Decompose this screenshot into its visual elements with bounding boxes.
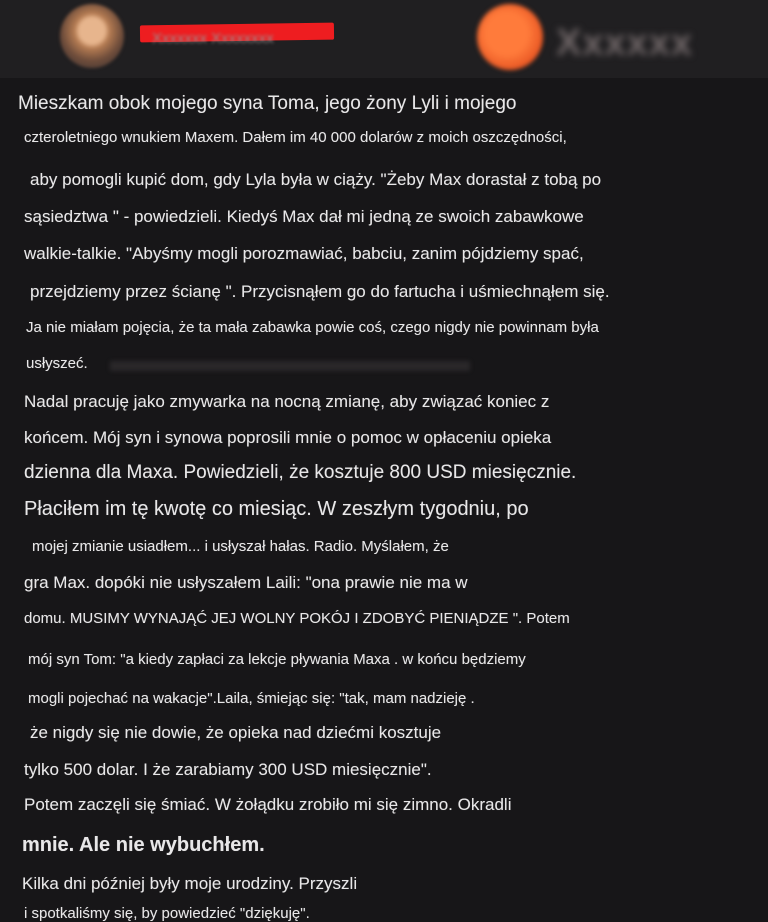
story-line: i spotkaliśmy się, by powiedzieć "dziękuję". (24, 905, 310, 922)
story-text (0, 78, 768, 922)
story-line: mojej zmianie usiadłem... i usłyszał hałas. Radio. Myślałem, że (32, 538, 449, 555)
story-line: przejdziemy przez ścianę ". Przycisnąłem go do fartucha i uśmiechnąłem się. (30, 282, 610, 301)
story-line: mogli pojechać na wakacje".Laila, śmiejąc się: "tak, mam nadzieję . (28, 690, 475, 707)
story-line: mnie. Ale nie wybuchłem. (22, 834, 265, 856)
story-line: czteroletniego wnukiem Maxem. Dałem im 40 000 dolarów z moich oszczędności, (24, 129, 567, 146)
avatar[interactable] (60, 4, 124, 68)
brand-name-blurred[interactable]: Xxxxxx (556, 22, 694, 64)
blurred-background-text (110, 361, 470, 371)
story-line: Kilka dni później były moje urodziny. Przyszli (22, 874, 358, 893)
story-line: usłyszeć. (26, 355, 88, 372)
story-line: domu. MUSIMY WYNAJĄĆ JEJ WOLNY POKÓJ I ZDOBYĆ PIENIĄDZE ". Potem (24, 610, 570, 627)
story-line: Potem zaczęli się śmiać. W żołądku zrobiło mi się zimno. Okradli (24, 795, 512, 814)
post-header (0, 0, 768, 78)
story-line: Płaciłem im tę kwotę co miesiąc. W zeszłym tygodniu, po (24, 498, 529, 520)
story-line: tylko 500 dolar. I że zarabiamy 300 USD miesięcznie". (24, 760, 432, 779)
author-name-blurred[interactable]: Xxxxxxx Xxxxxxxx (152, 30, 274, 47)
story-line: walkie-talkie. "Abyśmy mogli porozmawiać, babciu, zanim pójdziemy spać, (24, 244, 584, 263)
story-line: Nadal pracuję jako zmywarka na nocną zmianę, aby związać koniec z (24, 392, 550, 411)
story-line: Ja nie miałam pojęcia, że ta mała zabawka powie coś, czego nigdy nie powinnam była (26, 319, 599, 336)
story-line: Mieszkam obok mojego syna Toma, jego żony Lyli i mojego (18, 93, 517, 114)
brand-logo-icon (477, 4, 543, 70)
story-line: aby pomogli kupić dom, gdy Lyla była w ciąży. "Żeby Max dorastał z tobą po (30, 170, 602, 189)
story-line: sąsiedztwa " - powiedzieli. Kiedyś Max dał mi jedną ze swoich zabawkowe (24, 207, 584, 226)
story-line: gra Max. dopóki nie usłyszałem Laili: "ona prawie nie ma w (24, 573, 468, 592)
story-line: końcem. Mój syn i synowa poprosili mnie o pomoc w opłaceniu opieka (24, 428, 552, 447)
story-line: mój syn Tom: "a kiedy zapłaci za lekcje pływania Maxa . w końcu będziemy (28, 651, 526, 668)
story-line: że nigdy się nie dowie, że opieka nad dziećmi kosztuje (30, 723, 442, 742)
story-line: dzienna dla Maxa. Powiedzieli, że kosztuje 800 USD miesięcznie. (24, 462, 577, 483)
